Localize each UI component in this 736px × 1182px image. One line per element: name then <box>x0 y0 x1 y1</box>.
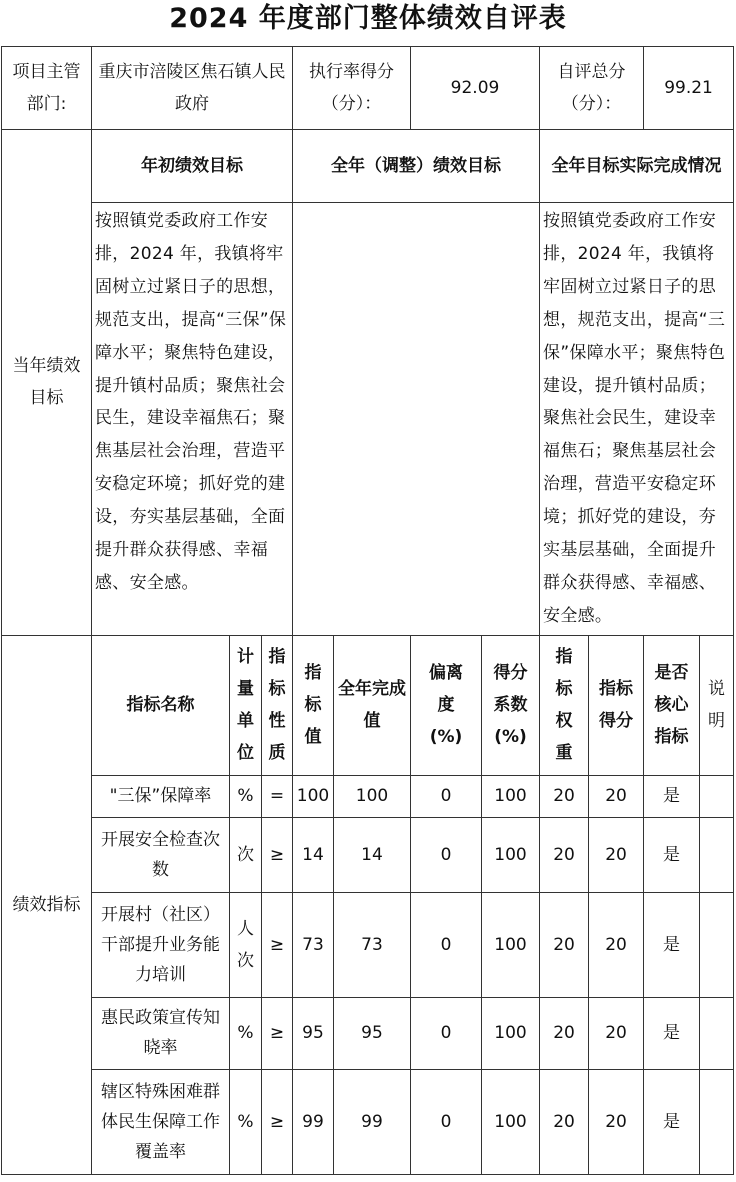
evaluation-table <box>1 46 734 1175</box>
indicator-name: 开展安全检查次数 <box>92 817 230 892</box>
indicator-weight: 20 <box>540 775 589 817</box>
indicator-deviation: 0 <box>411 1069 482 1174</box>
table-row <box>2 817 734 892</box>
indicator-name: 辖区特殊困难群体民生保障工作覆盖率 <box>92 1069 230 1174</box>
goal-header-row <box>2 130 734 203</box>
indicator-actual: 95 <box>334 997 411 1069</box>
indicator-unit: % <box>230 1069 262 1174</box>
indicator-actual: 99 <box>334 1069 411 1174</box>
indicator-note <box>700 1069 734 1174</box>
indicator-actual: 73 <box>334 892 411 997</box>
header-score: 指标得分 <box>589 635 644 775</box>
indicator-actual: 100 <box>334 775 411 817</box>
indicator-core: 是 <box>644 892 700 997</box>
total-score-label: 自评总分（分）： <box>540 47 644 130</box>
indicator-nature: ≥ <box>262 1069 293 1174</box>
indicator-name: 开展村（社区）干部提升业务能力培训 <box>92 892 230 997</box>
table-row <box>2 997 734 1069</box>
header-nature: 指标性质 <box>262 635 293 775</box>
goals-section-label: 当年绩效目标 <box>2 130 92 636</box>
indicator-unit: % <box>230 775 262 817</box>
indicator-coef: 100 <box>482 775 540 817</box>
indicator-core: 是 <box>644 997 700 1069</box>
indicator-nature: ≥ <box>262 997 293 1069</box>
exec-rate-value: 92.09 <box>411 47 540 130</box>
header-unit: 计量单位 <box>230 635 262 775</box>
goal-text-row <box>2 203 734 636</box>
indicator-target: 100 <box>293 775 334 817</box>
indicators-section-label: 绩效指标 <box>2 635 92 1174</box>
table-row <box>2 892 734 997</box>
indicator-name: "三保”保障率 <box>92 775 230 817</box>
total-score-value: 99.21 <box>644 47 734 130</box>
adjusted-goal-header: 全年（调整）绩效目标 <box>293 130 540 203</box>
indicator-note <box>700 817 734 892</box>
indicator-actual: 14 <box>334 817 411 892</box>
indicator-target: 73 <box>293 892 334 997</box>
indicator-core: 是 <box>644 1069 700 1174</box>
indicator-unit: 次 <box>230 817 262 892</box>
indicator-weight: 20 <box>540 817 589 892</box>
table-row <box>2 1069 734 1174</box>
indicator-weight: 20 <box>540 997 589 1069</box>
header-name: 指标名称 <box>92 635 230 775</box>
actual-goal-text: 按照镇党委政府工作安排，2024 年，我镇将牢固树立过紧日子的思想，规范支出，提高“三保”保障水平；聚焦特色建设，提升镇村品质；聚焦社会民生，建设幸福焦石；聚焦基层社会治理，营造平安稳定环境；抓好党的建设，夯实基层基础，全面提升群众获得感、幸福感、安全感。 <box>540 203 734 636</box>
indicator-weight: 20 <box>540 892 589 997</box>
initial-goal-text: 按照镇党委政府工作安排，2024 年，我镇将牢固树立过紧日子的思想，规范支出，提高“三保”保障水平；聚焦特色建设，提升镇村品质；聚焦社会民生，建设幸福焦石；聚焦基层社会治理，营造平安稳定环境；抓好党的建设，夯实基层基础，全面提升群众获得感、幸福感、安全感。 <box>92 203 293 636</box>
initial-goal-header: 年初绩效目标 <box>92 130 293 203</box>
dept-value: 重庆市涪陵区焦石镇人民政府 <box>92 47 293 130</box>
exec-rate-label: 执行率得分（分）： <box>293 47 411 130</box>
indicator-note <box>700 775 734 817</box>
indicator-coef: 100 <box>482 817 540 892</box>
indicator-note <box>700 997 734 1069</box>
indicator-score: 20 <box>589 1069 644 1174</box>
indicator-deviation: 0 <box>411 892 482 997</box>
indicator-unit: % <box>230 997 262 1069</box>
indicator-score: 20 <box>589 775 644 817</box>
indicator-coef: 100 <box>482 892 540 997</box>
header-weight: 指标权重 <box>540 635 589 775</box>
indicator-target: 95 <box>293 997 334 1069</box>
header-target: 指标值 <box>293 635 334 775</box>
indicator-deviation: 0 <box>411 997 482 1069</box>
indicator-note <box>700 892 734 997</box>
header-actual: 全年完成值 <box>334 635 411 775</box>
header-core: 是否核心指标 <box>644 635 700 775</box>
indicator-header-row <box>2 635 734 775</box>
indicator-coef: 100 <box>482 1069 540 1174</box>
indicator-target: 99 <box>293 1069 334 1174</box>
indicator-core: 是 <box>644 817 700 892</box>
indicator-unit: 人次 <box>230 892 262 997</box>
indicator-weight: 20 <box>540 1069 589 1174</box>
page-title: 2024 年度部门整体绩效自评表 <box>169 3 567 34</box>
indicator-target: 14 <box>293 817 334 892</box>
indicator-score: 20 <box>589 892 644 997</box>
header-note: 说明 <box>700 635 734 775</box>
header-deviation: 偏离度(%) <box>411 635 482 775</box>
header-coef: 得分系数(%) <box>482 635 540 775</box>
indicator-score: 20 <box>589 817 644 892</box>
indicator-score: 20 <box>589 997 644 1069</box>
indicator-core: 是 <box>644 775 700 817</box>
indicator-nature: ≥ <box>262 892 293 997</box>
indicator-nature: = <box>262 775 293 817</box>
dept-label: 项目主管部门: <box>2 47 92 130</box>
indicator-deviation: 0 <box>411 775 482 817</box>
indicator-nature: ≥ <box>262 817 293 892</box>
indicator-deviation: 0 <box>411 817 482 892</box>
info-row <box>2 47 734 130</box>
actual-goal-header: 全年目标实际完成情况 <box>540 130 734 203</box>
indicator-coef: 100 <box>482 997 540 1069</box>
table-row <box>2 775 734 817</box>
indicator-name: 惠民政策宣传知晓率 <box>92 997 230 1069</box>
adjusted-goal-text <box>293 203 540 636</box>
